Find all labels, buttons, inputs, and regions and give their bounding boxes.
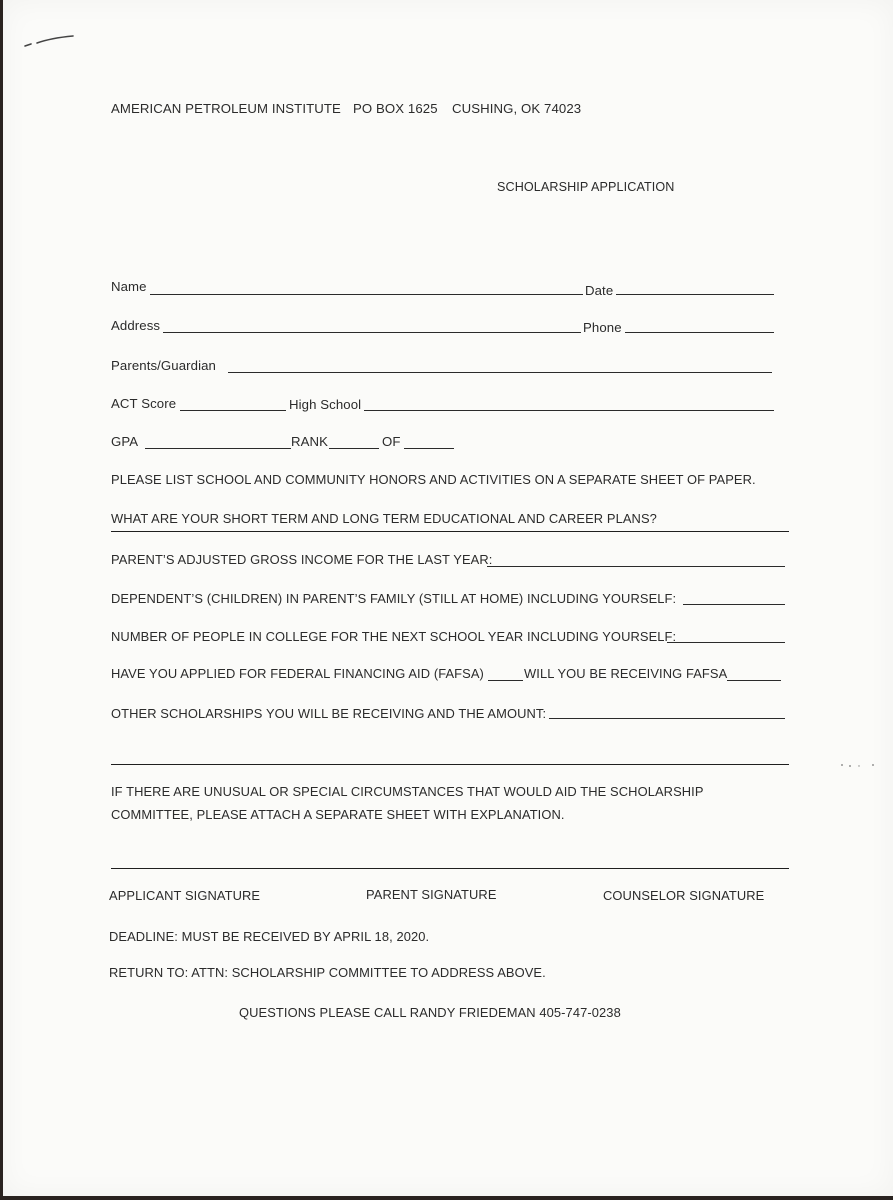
college-question: NUMBER OF PEOPLE IN COLLEGE FOR THE NEXT SCHOOL YEAR INCLUDING YOURSELF: bbox=[111, 629, 677, 644]
parents-field-line[interactable] bbox=[228, 372, 772, 373]
gpa-label: GPA bbox=[111, 434, 139, 449]
phone-field-line[interactable] bbox=[625, 332, 774, 333]
special-circumstances-line2: COMMITTEE, PLEASE ATTACH A SEPARATE SHEET WITH EXPLANATION. bbox=[111, 807, 565, 822]
parent-signature-label: PARENT SIGNATURE bbox=[366, 887, 497, 902]
pen-mark bbox=[21, 30, 81, 52]
form-title: SCHOLARSHIP APPLICATION bbox=[497, 180, 675, 194]
plans-question: WHAT ARE YOUR SHORT TERM AND LONG TERM EDUCATIONAL AND CAREER PLANS? bbox=[111, 511, 657, 526]
of-field-line[interactable] bbox=[404, 448, 454, 449]
smudge-dots bbox=[839, 760, 879, 770]
high-school-field-line[interactable] bbox=[364, 410, 774, 411]
address-label: Address bbox=[111, 318, 161, 333]
other-scholarships-field-line[interactable] bbox=[549, 718, 785, 719]
address-field-line[interactable] bbox=[163, 332, 581, 333]
counselor-signature-label: COUNSELOR SIGNATURE bbox=[603, 888, 765, 903]
signature-line[interactable] bbox=[111, 868, 789, 869]
fafsa-receiving-question: WILL YOU BE RECEIVING FAFSA bbox=[524, 666, 728, 681]
name-label: Name bbox=[111, 279, 147, 294]
high-school-label: High School bbox=[289, 397, 362, 412]
other-scholarships-answer-line[interactable] bbox=[111, 764, 789, 765]
act-field-line[interactable] bbox=[180, 410, 286, 411]
income-question: PARENT’S ADJUSTED GROSS INCOME FOR THE LAST YEAR: bbox=[111, 552, 493, 567]
special-circumstances-line1: IF THERE ARE UNUSUAL OR SPECIAL CIRCUMSTANCES THAT WOULD AID THE SCHOLARSHIP bbox=[111, 784, 704, 799]
deadline-text: DEADLINE: MUST BE RECEIVED BY APRIL 18, 2020. bbox=[109, 929, 430, 944]
act-label: ACT Score bbox=[111, 396, 177, 411]
header-city: CUSHING, OK 74023 bbox=[452, 101, 582, 116]
of-label: OF bbox=[382, 434, 401, 449]
application-paper bbox=[3, 0, 893, 1196]
name-field-line[interactable] bbox=[150, 294, 583, 295]
parents-label: Parents/Guardian bbox=[111, 358, 216, 373]
date-field-line[interactable] bbox=[616, 294, 774, 295]
rank-field-line[interactable] bbox=[329, 448, 379, 449]
questions-text: QUESTIONS PLEASE CALL RANDY FRIEDEMAN 405-747-0238 bbox=[239, 1005, 621, 1020]
fafsa-receiving-field-line[interactable] bbox=[727, 680, 781, 681]
fafsa-applied-question: HAVE YOU APPLIED FOR FEDERAL FINANCING AID (FAFSA) bbox=[111, 666, 484, 681]
income-field-line[interactable] bbox=[487, 566, 785, 567]
other-scholarships-question: OTHER SCHOLARSHIPS YOU WILL BE RECEIVING AND THE AMOUNT: bbox=[111, 706, 547, 721]
gpa-field-line[interactable] bbox=[145, 448, 291, 449]
return-to-text: RETURN TO: ATTN: SCHOLARSHIP COMMITTEE TO ADDRESS ABOVE. bbox=[109, 965, 546, 980]
rank-label: RANK bbox=[291, 434, 329, 449]
header-org: AMERICAN PETROLEUM INSTITUTE bbox=[111, 101, 341, 116]
header-pobox: PO BOX 1625 bbox=[353, 101, 438, 116]
phone-label: Phone bbox=[583, 320, 622, 335]
dependents-question: DEPENDENT’S (CHILDREN) IN PARENT’S FAMILY (STILL AT HOME) INCLUDING YOURSELF: bbox=[111, 591, 677, 606]
dependents-field-line[interactable] bbox=[683, 604, 785, 605]
college-field-line[interactable] bbox=[667, 642, 785, 643]
plans-answer-line[interactable] bbox=[111, 531, 789, 532]
date-label: Date bbox=[585, 283, 614, 298]
honors-instruction: PLEASE LIST SCHOOL AND COMMUNITY HONORS AND ACTIVITIES ON A SEPARATE SHEET OF PAPER. bbox=[111, 472, 756, 487]
applicant-signature-label: APPLICANT SIGNATURE bbox=[109, 888, 261, 903]
fafsa-applied-field-line[interactable] bbox=[488, 680, 523, 681]
